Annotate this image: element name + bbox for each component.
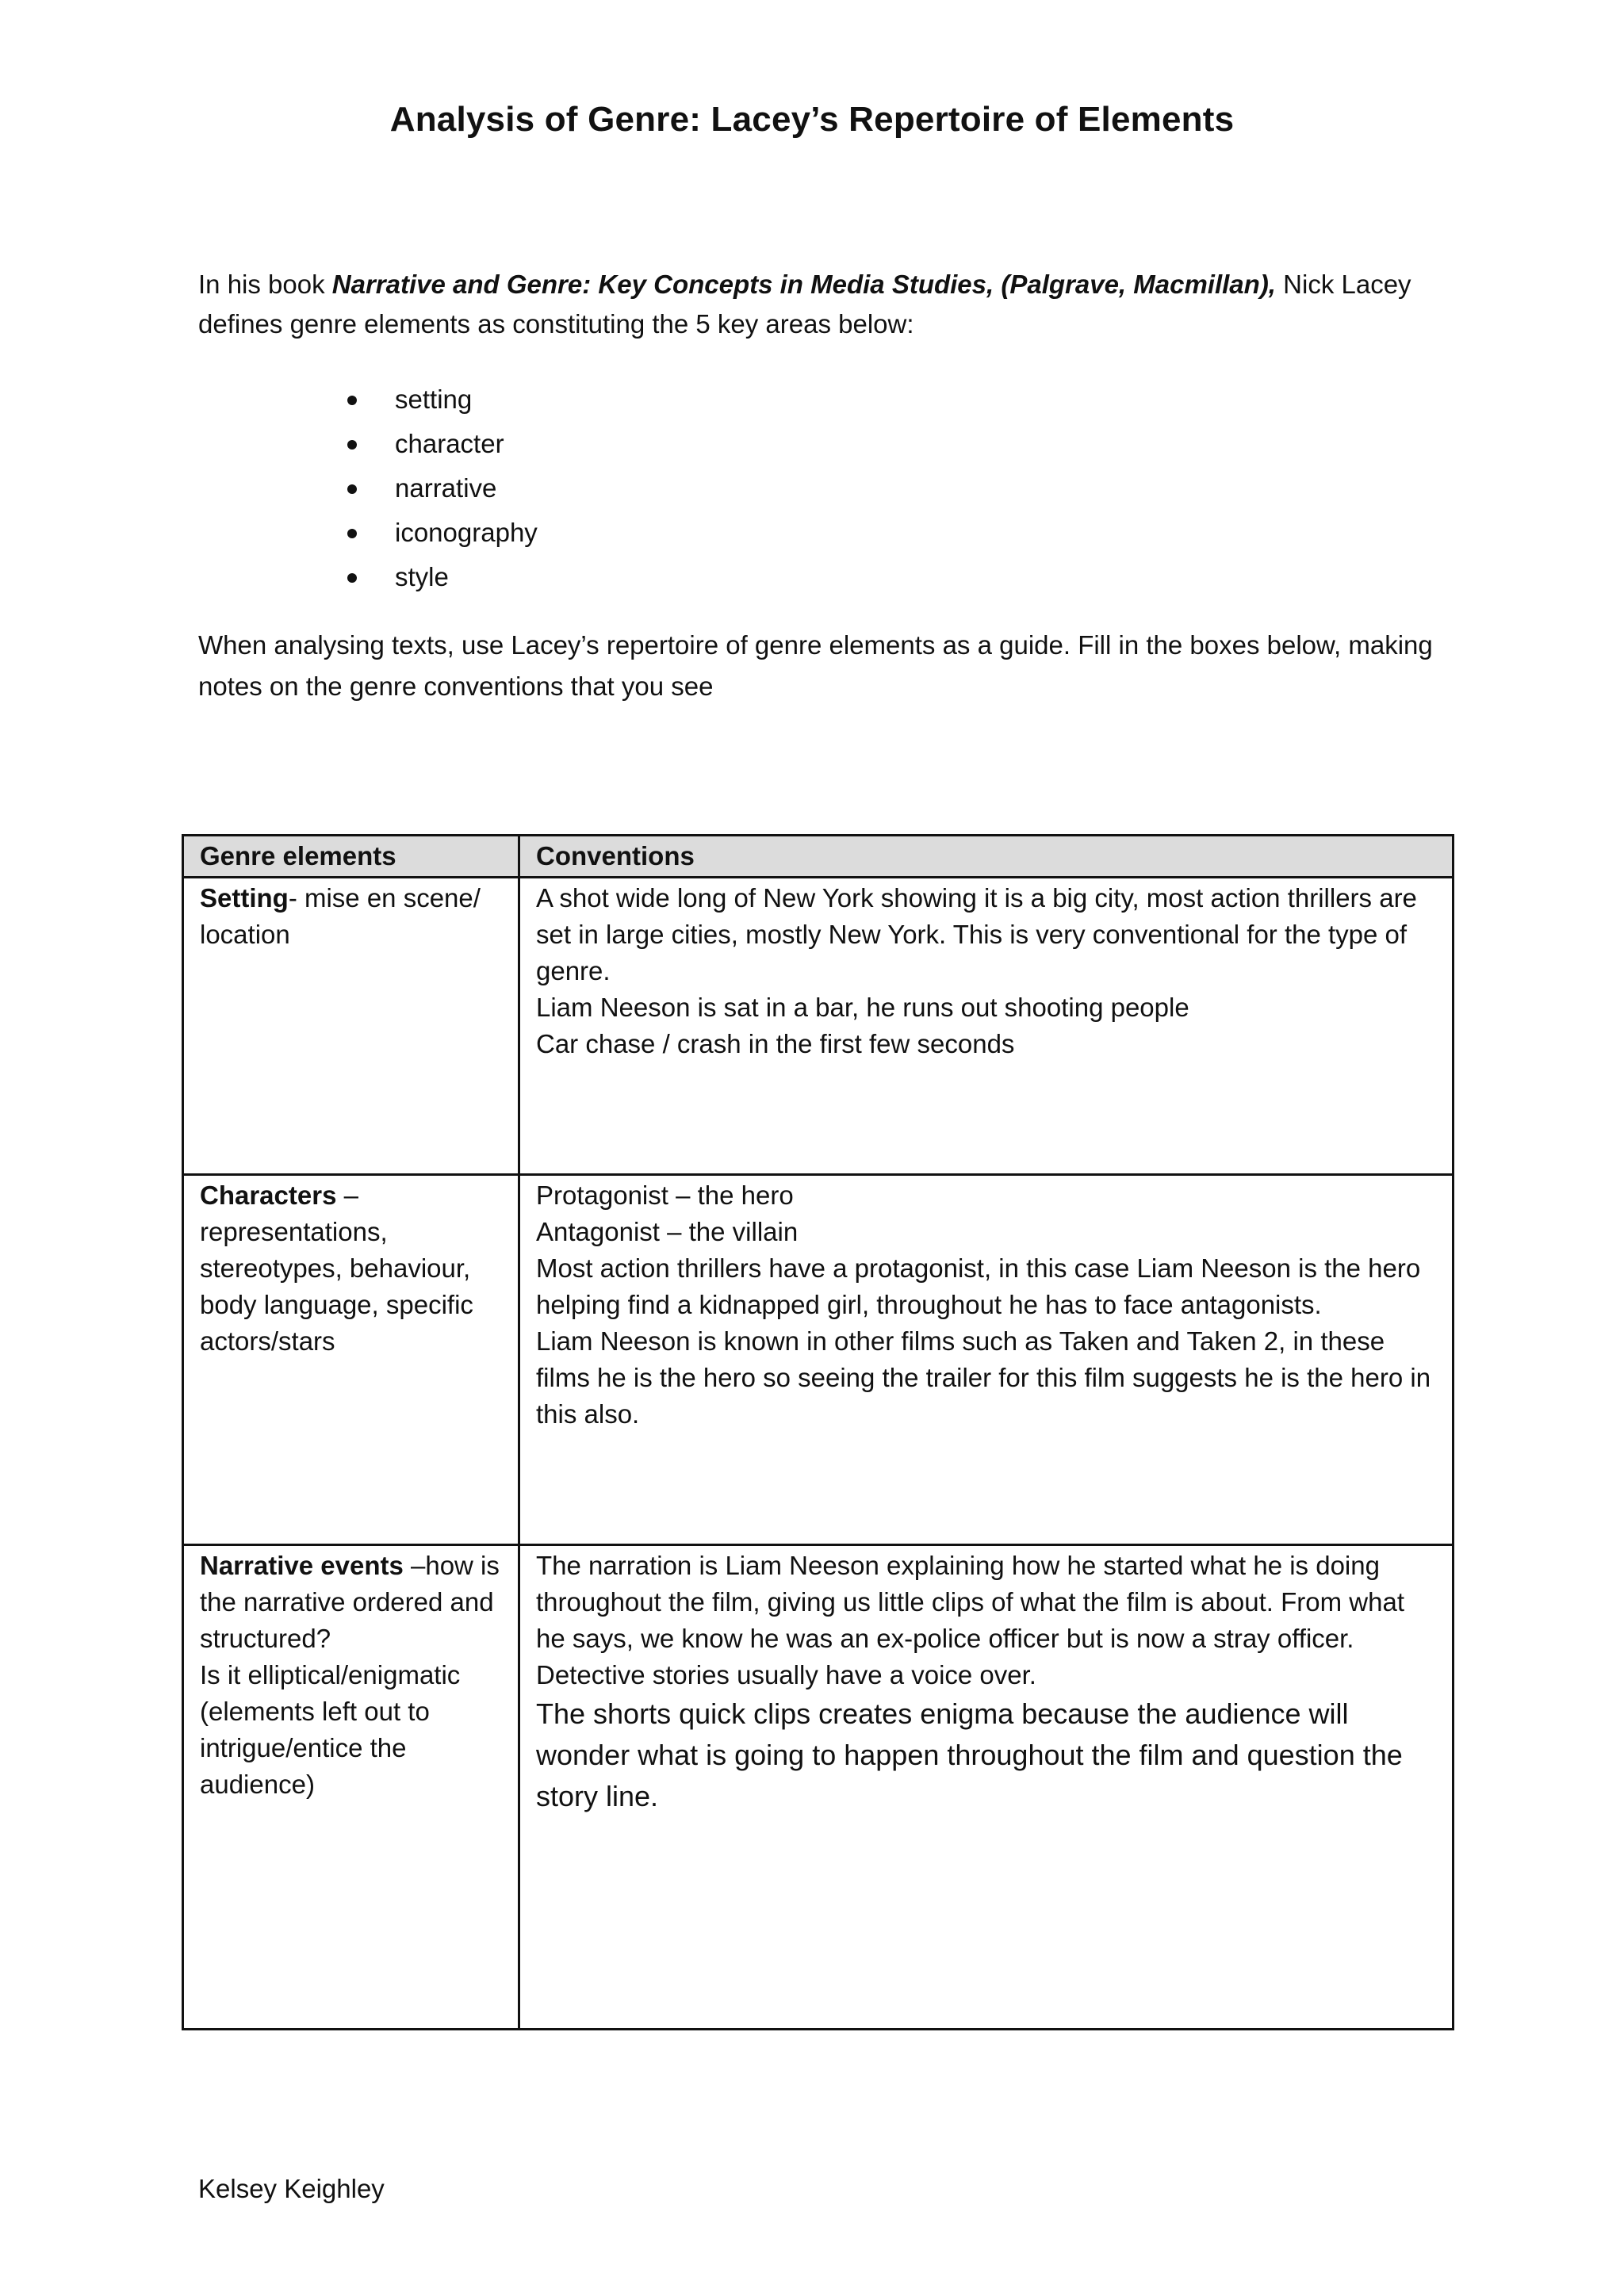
convention-line: Liam Neeson is sat in a bar, he runs out shooting people — [536, 993, 1189, 1022]
list-item: style — [198, 555, 538, 599]
convention-line: Protagonist – the hero — [536, 1181, 794, 1210]
element-lead: Characters — [200, 1181, 337, 1210]
list-item: narrative — [198, 466, 538, 511]
list-item: iconography — [198, 511, 538, 555]
genre-table — [182, 834, 1454, 2030]
book-title: Narrative and Genre: Key Concepts in Media Studies, (Palgrave, Macmillan), — [331, 270, 1276, 299]
table-row — [183, 1175, 1454, 1545]
element-cell — [183, 878, 519, 1175]
conventions-cell[interactable] — [519, 878, 1454, 1175]
convention-line: Antagonist – the villain — [536, 1217, 799, 1246]
element-cell — [183, 1545, 519, 2030]
intro-before: In his book — [198, 270, 332, 299]
header-conventions: Conventions — [519, 836, 1454, 878]
convention-line: Liam Neeson is known in other films such as Taken and Taken 2, in these films he is the hero so seeing the trailer for this film suggests he is the hero in this also. — [536, 1326, 1431, 1429]
element-lead: Narrative events — [200, 1551, 404, 1580]
element-extra: Is it elliptical/enigmatic (elements left out to intrigue/entice the audience) — [200, 1660, 461, 1799]
convention-line: A shot wide long of New York showing it is a big city, most action thrillers are set in large cities, mostly New York. This is very conventional for the type of genre. — [536, 883, 1417, 985]
convention-line: Car chase / crash in the first few seconds — [536, 1029, 1015, 1058]
element-cell — [183, 1175, 519, 1545]
header-genre-elements: Genre elements — [183, 836, 519, 878]
convention-line: Most action thrillers have a protagonist, in this case Liam Neeson is the hero helping find a kidnapped girl, throughout he has to face antagonists. — [536, 1253, 1421, 1319]
convention-line-large: The shorts quick clips creates enigma because the audience will wonder what is going to happen throughout the film and question the story line. — [536, 1697, 1403, 1812]
intro-paragraph — [198, 265, 1451, 344]
author-name: Kelsey Keighley — [198, 2174, 385, 2203]
conventions-cell[interactable] — [519, 1545, 1454, 2030]
table-row — [183, 878, 1454, 1175]
element-rest: - mise en scene/ location — [200, 883, 481, 949]
table-header-row — [183, 836, 1454, 878]
instruction-paragraph: When analysing texts, use Lacey’s repertoire of genre elements as a guide. Fill in the boxes below, making notes on the genre conventions that you see — [198, 630, 1433, 701]
list-item: character — [198, 422, 538, 466]
list-item: setting — [198, 377, 538, 422]
element-rest: –how is the narrative ordered and structured? — [200, 1551, 500, 1653]
table-row — [183, 1545, 1454, 2030]
element-lead: Setting — [200, 883, 289, 913]
intro-after: Nick Lacey defines genre elements as constituting the 5 key areas below: — [198, 270, 1411, 339]
convention-line: The narration is Liam Neeson explaining how he started what he is doing throughout the film, giving us little clips of what the film is about. From what he says, we know he was an ex-police officer but is now a stray officer. — [536, 1551, 1404, 1653]
element-rest: – representations, stereotypes, behaviour, body language, specific actors/stars — [200, 1181, 473, 1356]
genre-areas-list — [198, 377, 538, 599]
conventions-cell[interactable] — [519, 1175, 1454, 1545]
page-title: Analysis of Genre: Lacey’s Repertoire of Elements — [389, 100, 1235, 139]
convention-line: Detective stories usually have a voice over. — [536, 1660, 1036, 1689]
